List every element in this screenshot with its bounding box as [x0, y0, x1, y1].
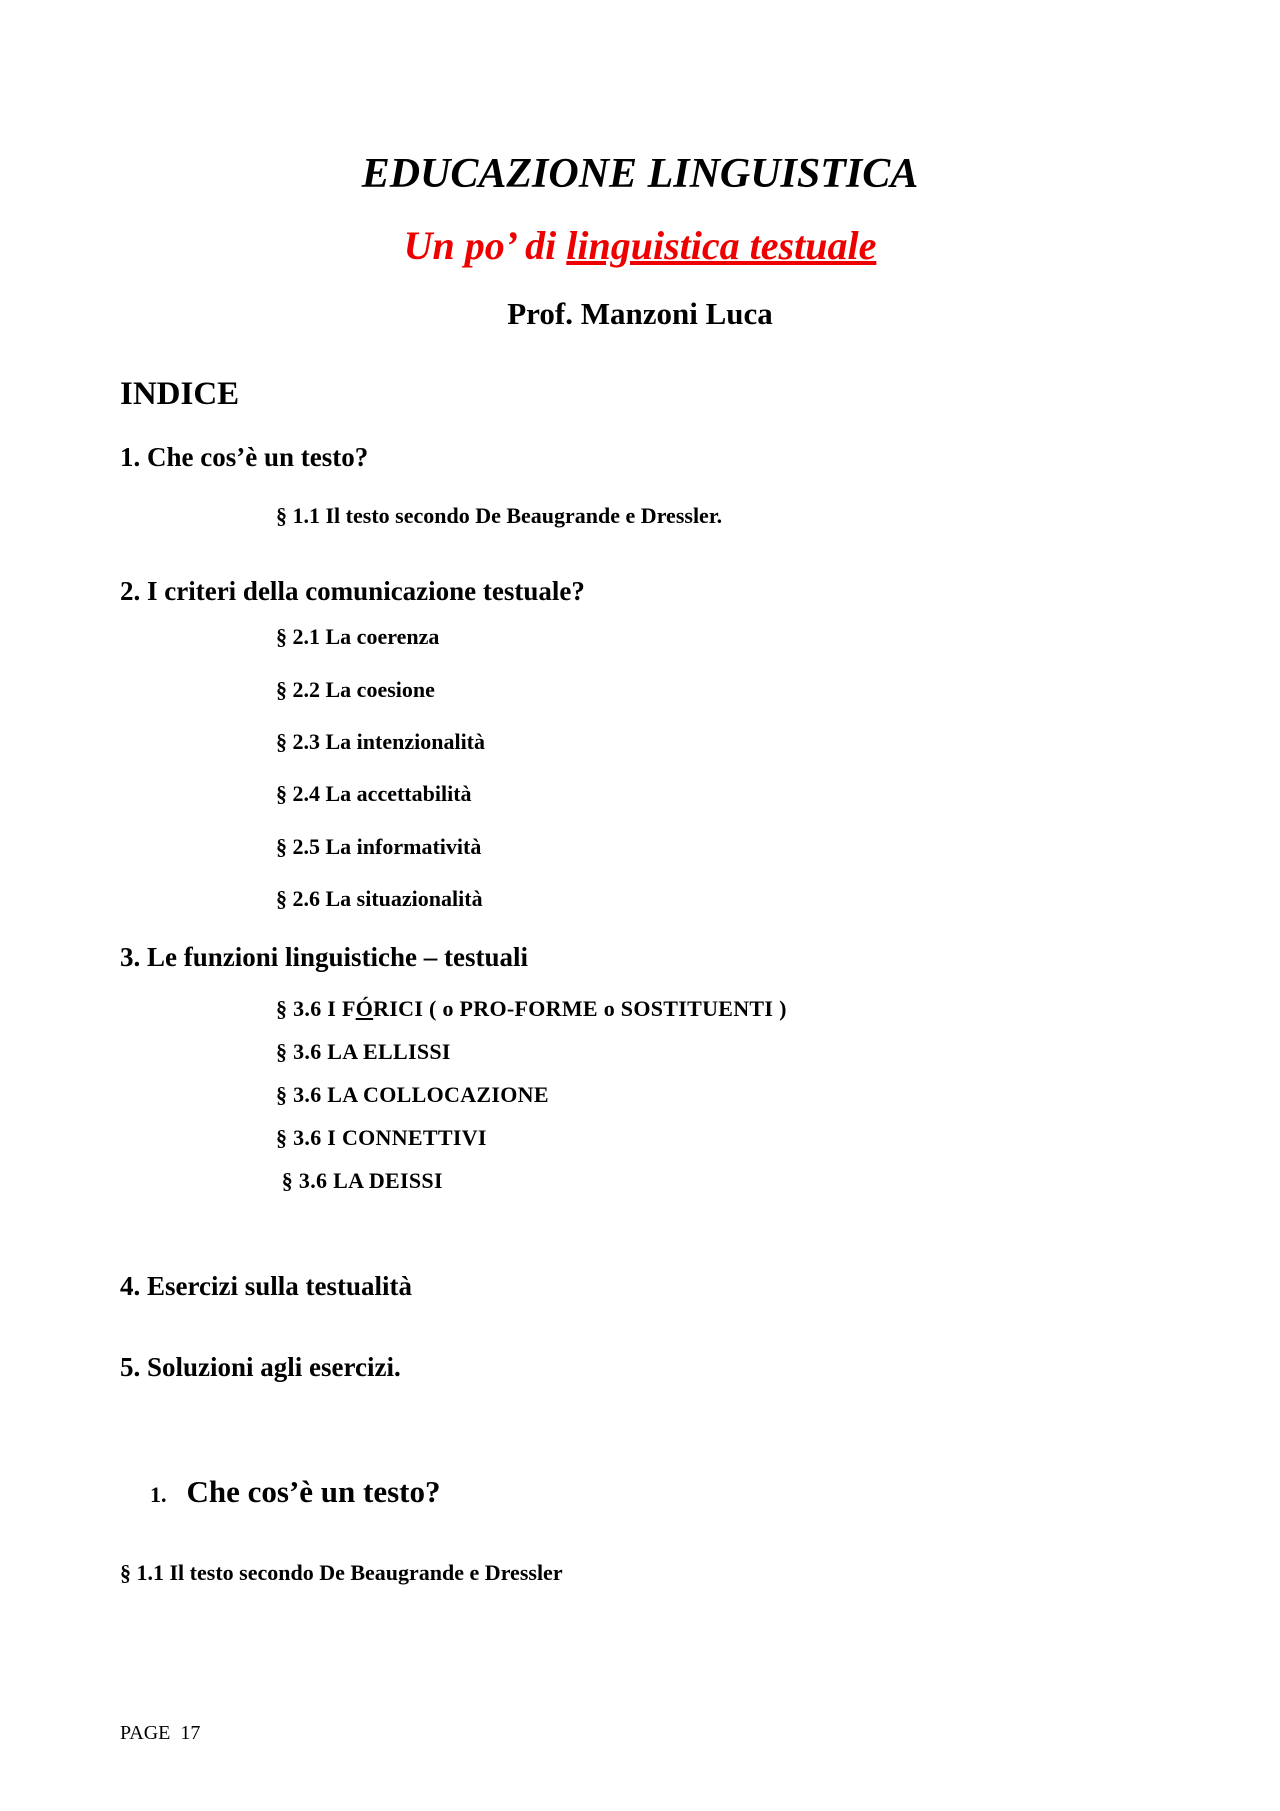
index-entry-1-1: § 1.1 Il testo secondo De Beaugrande e Dressler.	[276, 503, 723, 528]
subtitle-prefix: Un po’ di	[403, 223, 567, 268]
index-heading: INDICE	[120, 376, 240, 412]
index-entry-3-forici	[276, 996, 787, 1022]
index-entry-3-ellissi: § 3.6 LA ELLISSI	[276, 1039, 451, 1064]
forici-accented-letter: Ó	[355, 996, 374, 1021]
index-entry-2: 2. I criteri della comunicazione testuale?	[120, 576, 585, 606]
document-title: EDUCAZIONE LINGUISTICA	[361, 151, 919, 197]
index-entry-1: 1. Che cos’è un testo?	[120, 442, 369, 472]
index-entry-2-4: § 2.4 La accettabilità	[276, 781, 472, 806]
forici-suffix: RICI ( o PRO-FORME o SOSTITUENTI )	[373, 996, 787, 1021]
index-entry-2-5: § 2.5 La informatività	[276, 834, 482, 859]
subtitle-underlined: linguistica testuale	[566, 223, 877, 268]
index-entry-2-6: § 2.6 La situazionalità	[276, 886, 483, 911]
index-entry-4: 4. Esercizi sulla testualità	[120, 1271, 412, 1301]
section-1-1-heading: § 1.1 Il testo secondo De Beaugrande e Dressler	[120, 1560, 563, 1585]
index-entry-3-collocazione: § 3.6 LA COLLOCAZIONE	[276, 1082, 549, 1107]
section-1-heading	[150, 1474, 441, 1510]
index-entry-3-connettivi: § 3.6 I CONNETTIVI	[276, 1125, 487, 1150]
section-1-number: 1.	[150, 1482, 167, 1507]
index-entry-2-3: § 2.3 La intenzionalità	[276, 729, 486, 754]
index-entry-2-2: § 2.2 La coesione	[276, 677, 435, 702]
index-entry-3: 3. Le funzioni linguistiche – testuali	[120, 942, 529, 972]
section-1-title: Che cos’è un testo?	[186, 1474, 441, 1509]
index-entry-5: 5. Soluzioni agli esercizi.	[120, 1352, 401, 1382]
forici-prefix: § 3.6 I F	[276, 996, 356, 1021]
page-number-footer: PAGE 17	[120, 1722, 201, 1744]
index-entry-2-1: § 2.1 La coerenza	[276, 624, 440, 649]
document-author: Prof. Manzoni Luca	[507, 296, 773, 331]
document-subtitle	[0, 222, 1280, 269]
index-entry-3-deissi: § 3.6 LA DEISSI	[276, 1168, 443, 1193]
